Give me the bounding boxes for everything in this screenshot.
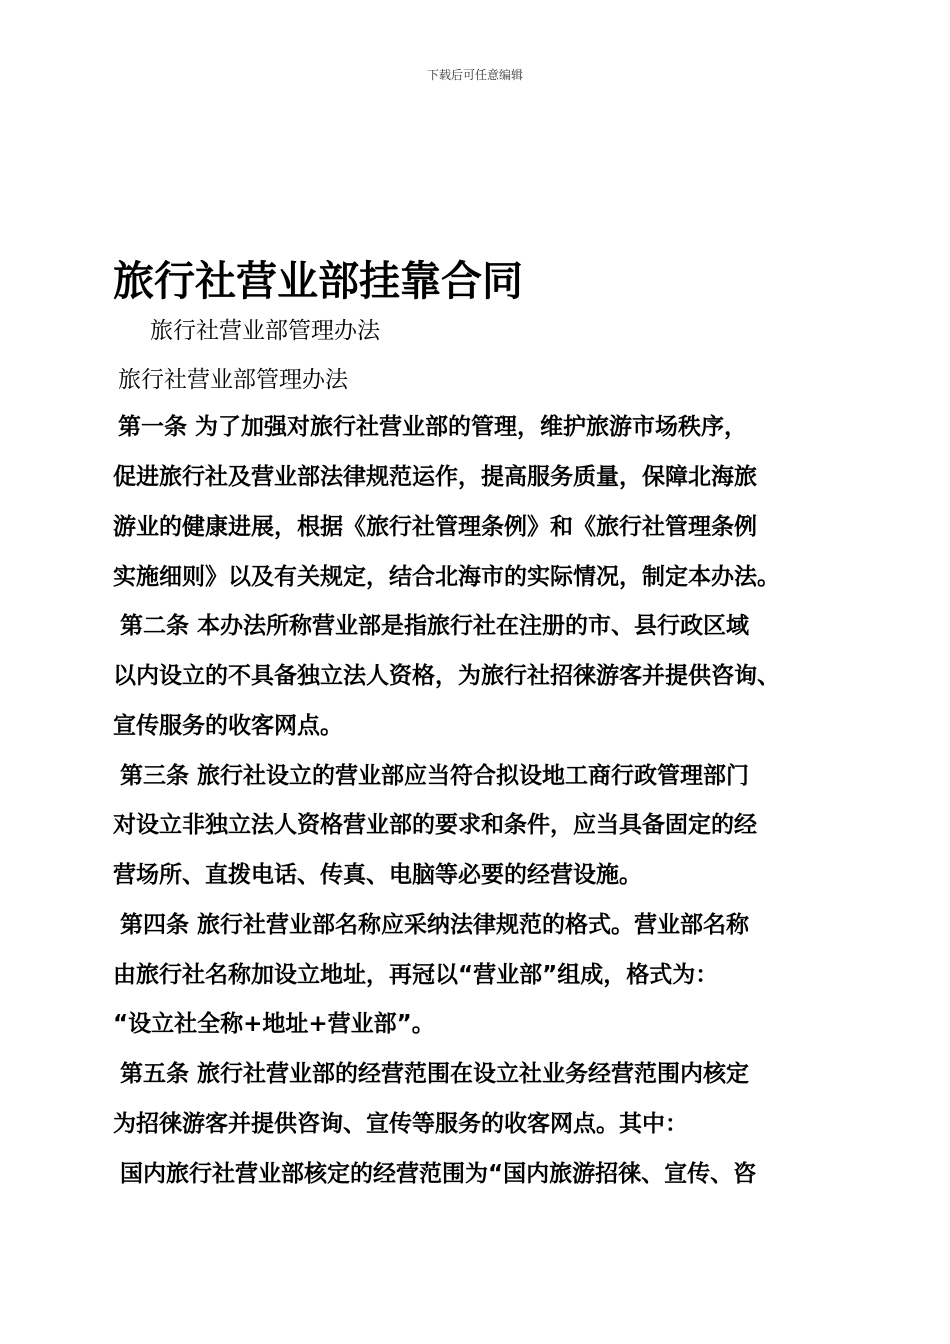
body-line: 以内设立的不具备独立法人资格，为旅行社招徕游客并提供咨询、 bbox=[113, 663, 780, 689]
body-line: 促进旅行社及营业部法律规范运作，提高服务质量，保障北海旅 bbox=[113, 464, 757, 490]
body-line: 对设立非独立法人资格营业部的要求和条件，应当具备固定的经 bbox=[113, 812, 757, 838]
body-line: “设立社全称+地址+营业部”。 bbox=[113, 1011, 435, 1037]
body-line: 国内旅行社营业部核定的经营范围为“国内旅游招徕、宣传、咨 bbox=[120, 1161, 757, 1187]
body-line: 由旅行社名称加设立地址，再冠以“营业部”组成，格式为： bbox=[113, 962, 719, 988]
body-line: 第一条 为了加强对旅行社营业部的管理，维护旅游市场秩序， bbox=[118, 414, 748, 440]
body-line: 宣传服务的收客网点。 bbox=[113, 713, 343, 739]
body-line: 实施细则》以及有关规定，结合北海市的实际情况，制定本办法。 bbox=[113, 564, 780, 590]
body-line: 第三条 旅行社设立的营业部应当符合拟设地工商行政管理部门 bbox=[120, 763, 750, 789]
body-line: 第四条 旅行社营业部名称应采纳法律规范的格式。营业部名称 bbox=[120, 912, 750, 938]
body-line: 第二条 本办法所称营业部是指旅行社在注册的市、县行政区域 bbox=[120, 613, 750, 639]
body-line: 营场所、直拨电话、传真、电脑等必要的经营设施。 bbox=[113, 862, 642, 888]
body-line: 为招徕游客并提供咨询、宣传等服务的收客网点。其中： bbox=[113, 1111, 688, 1137]
subtitle-indented: 旅行社营业部管理办法 bbox=[150, 318, 380, 344]
header-note: 下载后可任意编辑 bbox=[426, 68, 523, 82]
body-line: 第五条 旅行社营业部的经营范围在设立社业务经营范围内核定 bbox=[120, 1061, 750, 1087]
body-line: 游业的健康进展，根据《旅行社管理条例》和《旅行社管理条例 bbox=[113, 514, 757, 540]
subtitle: 旅行社营业部管理办法 bbox=[118, 367, 348, 393]
document-title: 旅行社营业部挂靠合同 bbox=[113, 257, 523, 305]
